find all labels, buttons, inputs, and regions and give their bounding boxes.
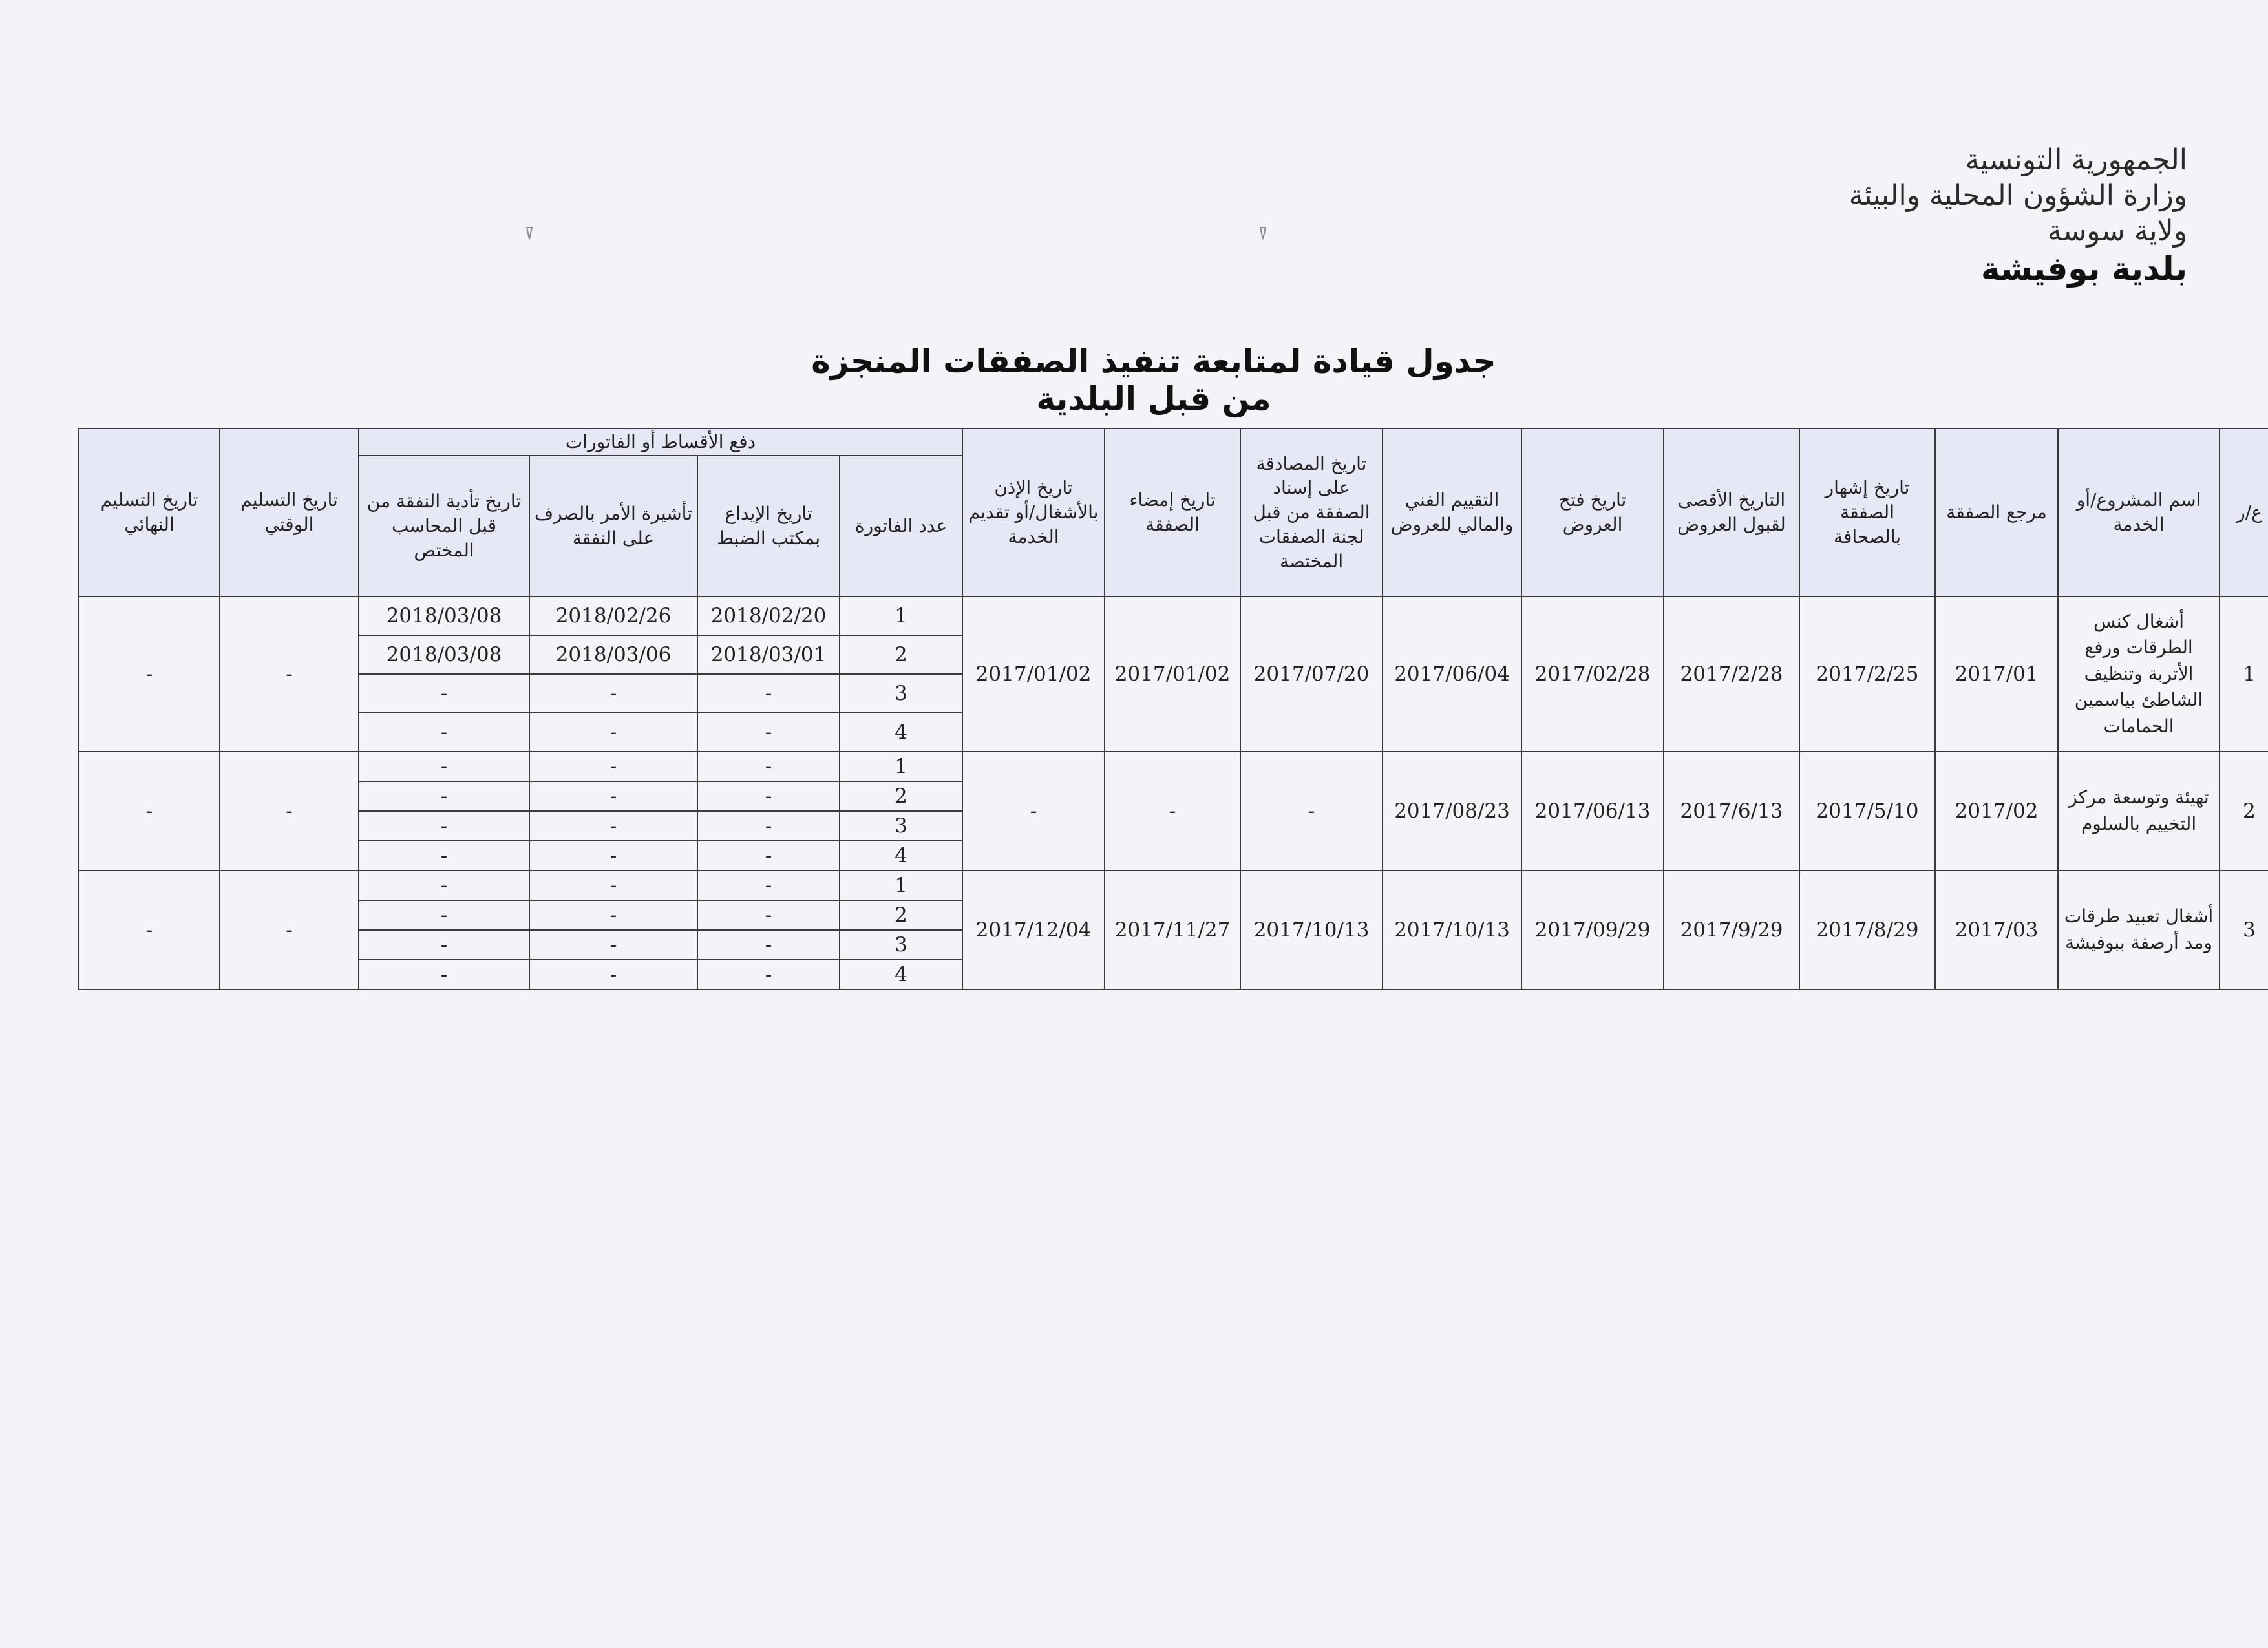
header-payments-group: دفع الأقساط أو الفاتورات: [359, 428, 962, 456]
header-deadline: التاريخ الأقصى لقبول العروض: [1664, 428, 1799, 597]
invoice-paid: -: [359, 841, 529, 871]
row-final: -: [79, 752, 220, 871]
header-provisional: تاريخ التسليم الوقتي: [220, 428, 359, 597]
invoice-visa: -: [529, 713, 697, 752]
invoice-visa: -: [529, 674, 697, 713]
row-evaluation: 2017/08/23: [1383, 752, 1521, 871]
invoice-visa: 2018/03/06: [529, 635, 697, 674]
tracking-table-wrapper: [78, 428, 2262, 990]
invoice-no: 2: [840, 635, 962, 674]
invoice-no: 1: [840, 752, 962, 781]
invoice-deposit: 2018/02/20: [697, 597, 840, 635]
row-approval: 2017/07/20: [1240, 597, 1383, 752]
republic-name: الجمهورية التونسية: [1965, 143, 2187, 176]
invoice-no: 1: [840, 871, 962, 900]
row-project: أشغال تعبيد طرقات ومد أرصفة ببوفيشة: [2058, 871, 2220, 989]
row-deadline: 2017/2/28: [1664, 597, 1799, 752]
invoice-paid: -: [359, 930, 529, 960]
row-permission: 2017/12/04: [962, 871, 1105, 989]
header-num: ع/ر: [2220, 428, 2268, 597]
invoice-paid: -: [359, 752, 529, 781]
invoice-visa: -: [529, 900, 697, 930]
row-project: تهيئة وتوسعة مركز التخييم بالسلوم: [2058, 752, 2220, 871]
row-publish: 2017/8/29: [1799, 871, 1935, 989]
row-signing: 2017/11/27: [1105, 871, 1240, 989]
row-deadline: 2017/6/13: [1664, 752, 1799, 871]
header-permission: تاريخ الإذن بالأشغال/أو تقديم الخدمة: [962, 428, 1105, 597]
invoice-deposit: -: [697, 811, 840, 841]
row-opening: 2017/06/13: [1521, 752, 1664, 871]
header-ref: مرجع الصفقة: [1935, 428, 2058, 597]
row-provisional: -: [220, 752, 359, 871]
row-signing: 2017/01/02: [1105, 597, 1240, 752]
municipality-name: بلدية بوفيشة: [1980, 250, 2187, 288]
header-invoice-no: عدد الفاتورة: [840, 456, 962, 597]
header-approval: تاريخ المصادقة على إسناد الصفقة من قبل لجنة الصفقات المختصة: [1240, 428, 1383, 597]
invoice-no: 3: [840, 674, 962, 713]
row-approval: -: [1240, 752, 1383, 871]
invoice-no: 4: [840, 841, 962, 871]
invoice-paid: -: [359, 960, 529, 989]
document-title: جدول قيادة لمتابعة تنفيذ الصفقات المنجزة من قبل البلدية: [811, 343, 1496, 417]
invoice-deposit: -: [697, 841, 840, 871]
invoice-no: 4: [840, 713, 962, 752]
invoice-no: 2: [840, 781, 962, 811]
invoice-no: 4: [840, 960, 962, 989]
header-publish: تاريخ إشهار الصفقة بالصحافة: [1799, 428, 1935, 597]
header-order-visa: تأشيرة الأمر بالصرف على النفقة: [529, 456, 697, 597]
header-final: تاريخ التسليم النهائي: [79, 428, 220, 597]
header-project: اسم المشروع/أو الخدمة: [2058, 428, 2220, 597]
invoice-no: 3: [840, 811, 962, 841]
row-num: 2: [2220, 752, 2268, 871]
header-payment-date: تاريخ تأدية النفقة من قبل المحاسب المختص: [359, 456, 529, 597]
header-evaluation: التقييم الفني والمالي للعروض: [1383, 428, 1521, 597]
row-ref: 2017/01: [1935, 597, 2058, 752]
invoice-paid: -: [359, 811, 529, 841]
tracking-table: [78, 428, 2268, 990]
row-num: 3: [2220, 871, 2268, 989]
invoice-deposit: -: [697, 900, 840, 930]
invoice-deposit: -: [697, 752, 840, 781]
punch-hole-mark: [1258, 226, 1267, 240]
row-deadline: 2017/9/29: [1664, 871, 1799, 989]
invoice-visa: -: [529, 752, 697, 781]
row-ref: 2017/03: [1935, 871, 2058, 989]
table-row: [79, 597, 2268, 635]
row-project: أشغال كنس الطرقات ورفع الأتربة وتنظيف الشاطئ بياسمين الحمامات: [2058, 597, 2220, 752]
row-permission: 2017/01/02: [962, 597, 1105, 752]
header-deposit: تاريخ الإيداع بمكتب الضبط: [697, 456, 840, 597]
invoice-deposit: -: [697, 871, 840, 900]
row-final: -: [79, 597, 220, 752]
row-evaluation: 2017/10/13: [1383, 871, 1521, 989]
row-final: -: [79, 871, 220, 989]
invoice-deposit: -: [697, 960, 840, 989]
row-approval: 2017/10/13: [1240, 871, 1383, 989]
invoice-visa: -: [529, 841, 697, 871]
invoice-visa: 2018/02/26: [529, 597, 697, 635]
invoice-paid: -: [359, 900, 529, 930]
row-publish: 2017/2/25: [1799, 597, 1935, 752]
row-evaluation: 2017/06/04: [1383, 597, 1521, 752]
invoice-paid: 2018/03/08: [359, 635, 529, 674]
invoice-deposit: -: [697, 781, 840, 811]
ministry-name: وزارة الشؤون المحلية والبيئة: [1849, 179, 2187, 212]
table-row: [79, 752, 2268, 781]
invoice-deposit: 2018/03/01: [697, 635, 840, 674]
row-opening: 2017/09/29: [1521, 871, 1664, 989]
invoice-paid: 2018/03/08: [359, 597, 529, 635]
row-provisional: -: [220, 597, 359, 752]
governorate-name: ولاية سوسة: [2047, 215, 2187, 248]
invoice-paid: -: [359, 871, 529, 900]
invoice-visa: -: [529, 871, 697, 900]
invoice-deposit: -: [697, 713, 840, 752]
invoice-no: 3: [840, 930, 962, 960]
punch-hole-mark: [525, 226, 534, 240]
invoice-deposit: -: [697, 674, 840, 713]
row-opening: 2017/02/28: [1521, 597, 1664, 752]
invoice-no: 2: [840, 900, 962, 930]
row-publish: 2017/5/10: [1799, 752, 1935, 871]
row-permission: -: [962, 752, 1105, 871]
table-row: [79, 871, 2268, 900]
invoice-visa: -: [529, 930, 697, 960]
invoice-paid: -: [359, 713, 529, 752]
invoice-deposit: -: [697, 930, 840, 960]
row-ref: 2017/02: [1935, 752, 2058, 871]
invoice-visa: -: [529, 781, 697, 811]
invoice-visa: -: [529, 960, 697, 989]
letterhead: [1849, 142, 2187, 290]
invoice-visa: -: [529, 811, 697, 841]
header-opening: تاريخ فتح العروض: [1521, 428, 1664, 597]
row-num: 1: [2220, 597, 2268, 752]
invoice-paid: -: [359, 781, 529, 811]
row-provisional: -: [220, 871, 359, 989]
invoice-no: 1: [840, 597, 962, 635]
invoice-paid: -: [359, 674, 529, 713]
row-signing: -: [1105, 752, 1240, 871]
header-signing: تاريخ إمضاء الصفقة: [1105, 428, 1240, 597]
